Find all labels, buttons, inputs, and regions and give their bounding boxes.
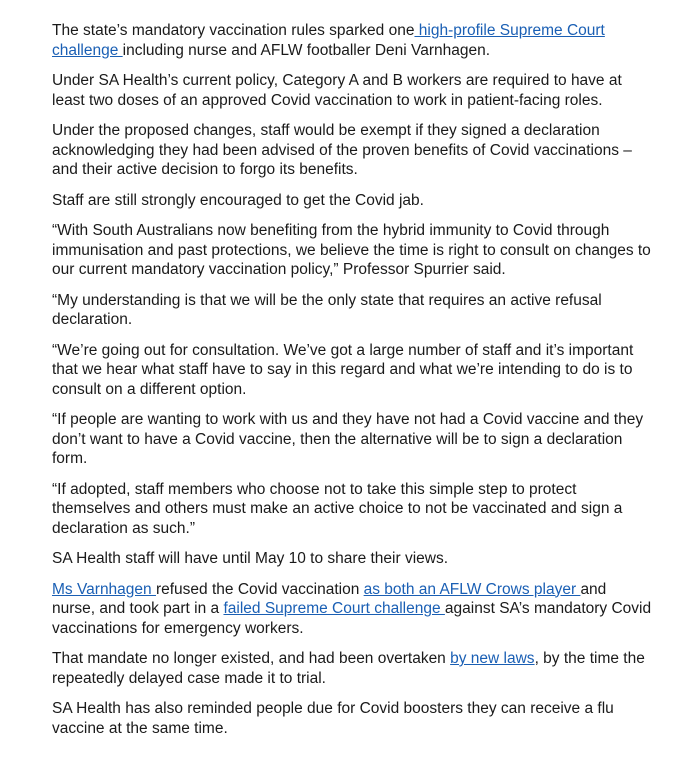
p12-text-after: , by the time the repeatedly delayed case made it to trial.	[52, 650, 645, 687]
paragraph-12	[52, 649, 652, 688]
paragraph-3: Under the proposed changes, staff would be exempt if they signed a declaration acknowledging they had been advised of the proven benefits of Covid vaccinations – and their active decision to forgo its benefits.	[52, 122, 632, 178]
paragraph-5: “With South Australians now benefiting from the hybrid immunity to Covid through immunisation and past protections, we believe the time is right to consult on changes to our current mandatory vaccination policy,” Professor Spurrier said.	[52, 222, 651, 278]
paragraph-8: “If people are wanting to work with us and they have not had a Covid vaccine and they don’t want to have a Covid vaccine, then the alternative will be to sign a declaration form.	[52, 411, 644, 467]
p12-text-before: That mandate no longer existed, and had been overtaken	[52, 650, 451, 667]
p11-text-1: refused the Covid vaccination	[155, 580, 364, 598]
paragraph-9: “If adopted, staff members who choose not to take this simple step to protect themselves and others must make an active choice to not be vaccinated and sign a declaration as such.”	[52, 480, 623, 537]
p1-text-before: The state’s mandatory vaccination rules sparked one	[52, 22, 415, 39]
p11-text-3: against SA’s mandatory Covid vaccinations for emergency workers.	[52, 600, 652, 637]
paragraph-2: Under SA Health’s current policy, Category A and B workers are required to have at least two doses of an approved Covid vaccination to work in patient-facing roles.	[52, 72, 622, 109]
high-profile-challenge-link[interactable]: high-profile Supreme Court challenge	[52, 22, 605, 59]
paragraph-4: Staff are still strongly encouraged to get the Covid jab.	[52, 191, 424, 209]
paragraph-1	[52, 21, 652, 60]
paragraph-11	[52, 580, 652, 639]
paragraph-13: SA Health has also reminded people due for Covid boosters they can receive a flu vaccine at the same time.	[52, 700, 614, 737]
article-body	[52, 21, 652, 749]
failed-challenge-link[interactable]: failed Supreme Court challenge	[223, 600, 445, 617]
paragraph-7: “We’re going out for consultation. We’ve got a large number of staff and it’s important that we hear what staff have to say in this regard and what we’re intending to do is to consult on a different option.	[52, 341, 634, 398]
paragraph-6: “My understanding is that we will be the only state that requires an active refusal declaration.	[52, 291, 602, 328]
paragraph-10: SA Health staff will have until May 10 to share their views.	[52, 550, 449, 567]
ms-varnhagen-link[interactable]: Ms Varnhagen	[52, 580, 156, 598]
new-laws-link[interactable]: by new laws	[450, 650, 535, 667]
p11-text-2: and nurse, and took part in a	[52, 580, 607, 617]
aflw-crows-player-link[interactable]: as both an AFLW Crows player	[363, 580, 581, 598]
p1-text-after: including nurse and AFLW footballer Deni Varnhagen.	[122, 41, 491, 59]
